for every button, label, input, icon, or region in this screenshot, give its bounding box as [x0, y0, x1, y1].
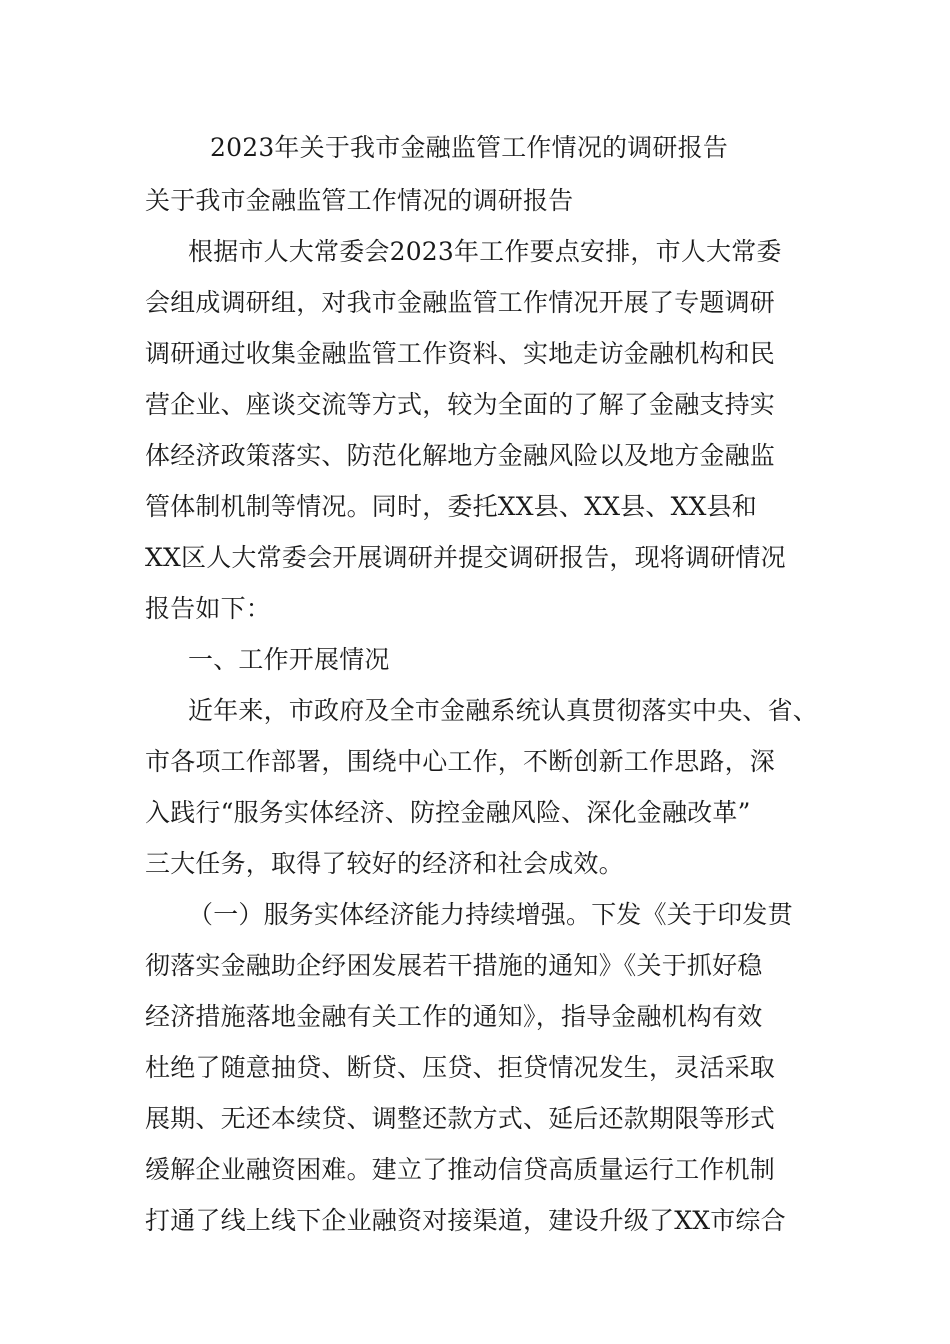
paragraph-line: （一）服务实体经济能力持续增强。下发《关于印发贯	[188, 900, 793, 929]
paragraph-line: 体经济政策落实、防范化解地方金融风险以及地方金融监	[145, 441, 776, 470]
document-title: 2023年关于我市金融监管工作情况的调研报告	[210, 133, 729, 162]
paragraph-line: 会组成调研组，对我市金融监管工作情况开展了专题调研	[145, 288, 776, 317]
paragraph-line: 市各项工作部署，围绕中心工作，不断创新工作思路，深	[145, 747, 776, 776]
paragraph-line: 调研通过收集金融监管工作资料、实地走访金融机构和民	[145, 339, 776, 368]
paragraph-line: 打通了线上线下企业融资对接渠道，建设升级了XX市综合	[145, 1206, 786, 1235]
paragraph-line: XX区人大常委会开展调研并提交调研报告，现将调研情况	[145, 543, 786, 572]
paragraph-line: 缓解企业融资困难。建立了推动信贷高质量运行工作机制	[145, 1155, 776, 1184]
paragraph-line: 杜绝了随意抽贷、断贷、压贷、拒贷情况发生，灵活采取	[145, 1053, 776, 1082]
paragraph-line: 管体制机制等情况。同时，委托XX县、XX县、XX县和	[145, 492, 757, 521]
document-subtitle: 关于我市金融监管工作情况的调研报告	[145, 186, 574, 215]
paragraph-line: 根据市人大常委会2023年工作要点安排，市人大常委	[188, 237, 782, 266]
paragraph-line: 报告如下：	[145, 594, 272, 623]
paragraph-line: 营企业、座谈交流等方式，较为全面的了解了金融支持实	[145, 390, 776, 419]
section-heading: 一、工作开展情况	[188, 645, 390, 674]
paragraph-line: 经济措施落地金融有关工作的通知》，指导金融机构有效	[145, 1002, 763, 1031]
paragraph-line: 近年来，市政府及全市金融系统认真贯彻落实中央、省、	[188, 696, 819, 725]
paragraph-line: 三大任务，取得了较好的经济和社会成效。	[145, 849, 624, 878]
paragraph-line: 入践行“服务实体经济、防控金融风险、深化金融改革”	[145, 798, 751, 827]
paragraph-line: 彻落实金融助企纾困发展若干措施的通知》《关于抓好稳	[145, 951, 763, 980]
paragraph-line: 展期、无还本续贷、调整还款方式、延后还款期限等形式	[145, 1104, 776, 1133]
